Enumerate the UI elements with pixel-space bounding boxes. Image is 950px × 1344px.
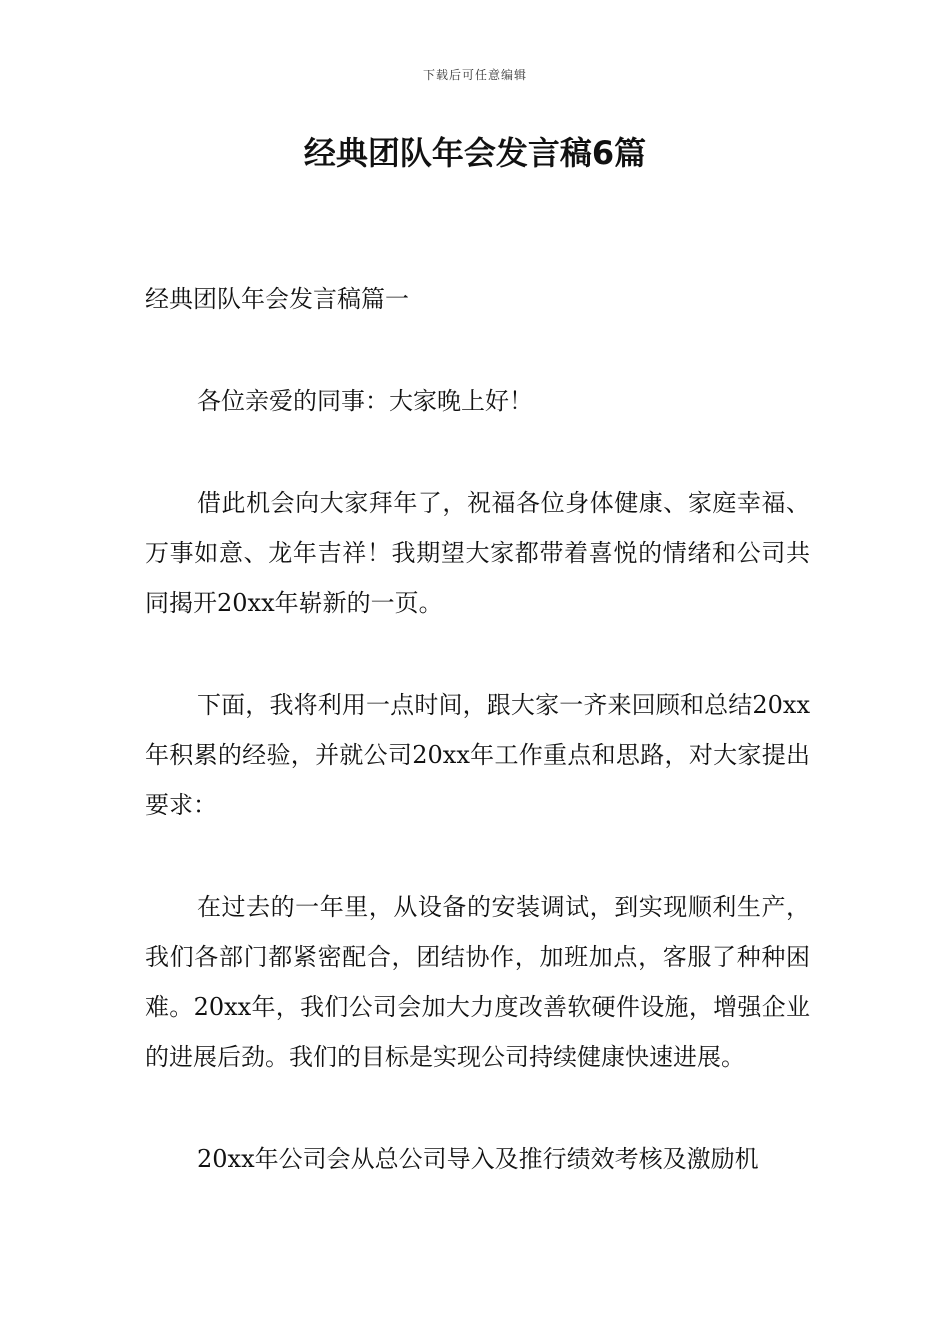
paragraph: 下面，我将利用一点时间，跟大家一齐来回顾和总结20xx年积累的经验，并就公司20xx年工作重点和思路，对大家提出要求： <box>145 691 810 819</box>
document-body <box>145 274 810 1236</box>
header-note: 下载后可任意编辑 <box>422 68 527 82</box>
paragraph: 借此机会向大家拜年了，祝福各位身体健康、家庭幸福、万事如意、龙年吉祥！我期望大家都带着喜悦的情绪和公司共同揭开20xx年崭新的一页。 <box>145 489 810 617</box>
paragraph: 在过去的一年里，从设备的安装调试，到实现顺利生产，我们各部门都紧密配合，团结协作，加班加点，客服了种种困难。20xx年，我们公司会加大力度改善软硬件设施，增强企业的进展后劲。我们的目标是实现公司持续健康快速进展。 <box>145 893 810 1071</box>
paragraph-greeting: 各位亲爱的同事：大家晚上好！ <box>197 387 533 415</box>
paragraph: 20xx年公司会从总公司导入及推行绩效考核及激励机 <box>197 1145 759 1173</box>
document-title: 经典团队年会发言稿6篇 <box>303 134 647 172</box>
section-heading: 经典团队年会发言稿篇一 <box>145 285 409 313</box>
